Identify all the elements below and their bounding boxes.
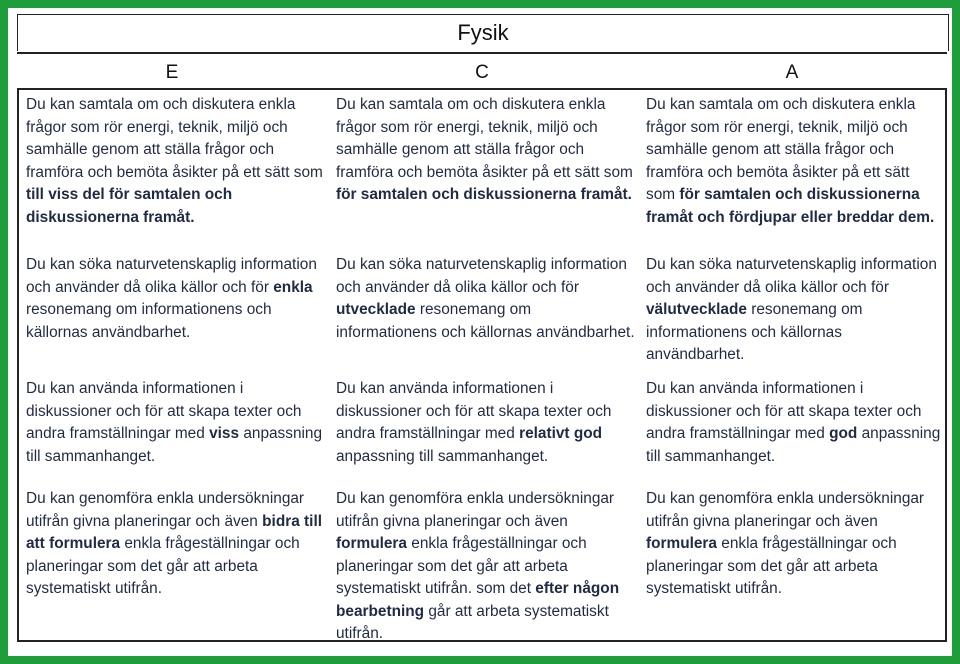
page-title: Fysik [17,14,949,51]
criteria-text: resonemang om informationens och källornas användbarhet. [336,301,635,341]
criteria-emphasis: för samtalen och diskussionerna framåt och fördjupar eller breddar dem. [646,186,935,226]
criteria-text: Du kan genomföra enkla undersökningar utifrån givna planeringar och även [646,490,925,530]
grade-header-row [17,52,947,92]
criteria-emphasis: formulera [336,535,407,552]
criteria-emphasis: efter någon bearbetning [336,580,620,620]
criteria-emphasis: formulera [646,535,717,552]
criteria-cell [329,90,639,250]
criteria-cell [19,90,329,250]
criteria-emphasis: enkla [273,278,313,296]
criteria-text: Du kan använda informationen i diskussioner och för att skapa texter och andra framställningar med [336,380,612,442]
criteria-emphasis: relativt god [519,425,603,442]
criteria-text: Du kan söka naturvetenskaplig information och använder då olika källor och för [336,256,627,296]
criteria-text: Du kan samtala om och diskutera enkla frågor som rör energi, teknik, miljö och samhälle genom att ställa frågor och framföra och bemöta åsikter på ett sätt som [646,96,916,203]
criteria-text: Du kan använda informationen i diskussioner och för att skapa texter och andra framställningar med [26,380,302,442]
grade-header-a: A [785,62,799,83]
criteria-cell [329,374,639,484]
criteria-text: enkla frågeställningar och planeringar som det går att arbeta systematiskt utifrån. [646,535,897,597]
criteria-cell [639,374,945,484]
criteria-emphasis: viss [209,425,240,442]
criteria-text: Du kan samtala om och diskutera enkla frågor som rör energi, teknik, miljö och samhälle genom att ställa frågor och framföra och bemöta åsikter på ett sätt som [336,96,633,181]
criteria-text: Du kan använda informationen i diskussioner och för att skapa texter och andra framställningar med [646,380,922,442]
grade-header-c: C [475,62,489,83]
criteria-text: Du kan genomföra enkla undersökningar utifrån givna planeringar och även [336,490,615,530]
criteria-text: anpassning till sammanhanget. [336,447,549,465]
criteria-table [17,88,947,642]
criteria-cell [329,250,639,374]
criteria-text: enkla frågeställningar och planeringar som det går att arbeta systematiskt utifrån. [26,535,300,597]
criteria-cell [19,484,329,640]
criteria-emphasis: bidra till att formulera [26,512,323,552]
criteria-text: enkla frågeställningar och planeringar som det går att arbeta systematiskt utifrån. som det [336,535,587,597]
criteria-emphasis: för samtalen och diskussionerna framåt. [336,186,632,203]
criteria-text: anpassning till sammanhanget. [26,425,323,465]
criteria-cell [329,484,639,640]
grade-header-e: E [165,62,179,83]
criteria-emphasis: utvecklade [336,301,416,318]
criteria-cell [639,90,945,250]
criteria-emphasis: god [829,425,858,442]
criteria-cell [639,484,945,640]
criteria-cell [19,250,329,374]
criteria-emphasis: välutvecklade [646,301,747,318]
criteria-text: går att arbeta systematiskt utifrån. [336,602,609,640]
criteria-text: Du kan samtala om och diskutera enkla frågor som rör energi, teknik, miljö och samhälle genom att ställa frågor och framföra och bemöta åsikter på ett sätt som [26,96,323,181]
criteria-text: Du kan söka naturvetenskaplig information och använder då olika källor och för [26,256,317,296]
criteria-cell [19,374,329,484]
criteria-cell [639,250,945,374]
criteria-text: anpassning till sammanhanget. [646,425,941,465]
criteria-text: Du kan genomföra enkla undersökningar utifrån givna planeringar och även [26,490,305,530]
criteria-text: resonemang om informationens och källornas användbarhet. [646,301,863,363]
criteria-text: resonemang om informationens och källornas användbarhet. [26,301,272,341]
criteria-emphasis: till viss del för samtalen och diskussionerna framåt. [26,186,233,226]
criteria-text: Du kan söka naturvetenskaplig information och använder då olika källor och för [646,256,937,296]
